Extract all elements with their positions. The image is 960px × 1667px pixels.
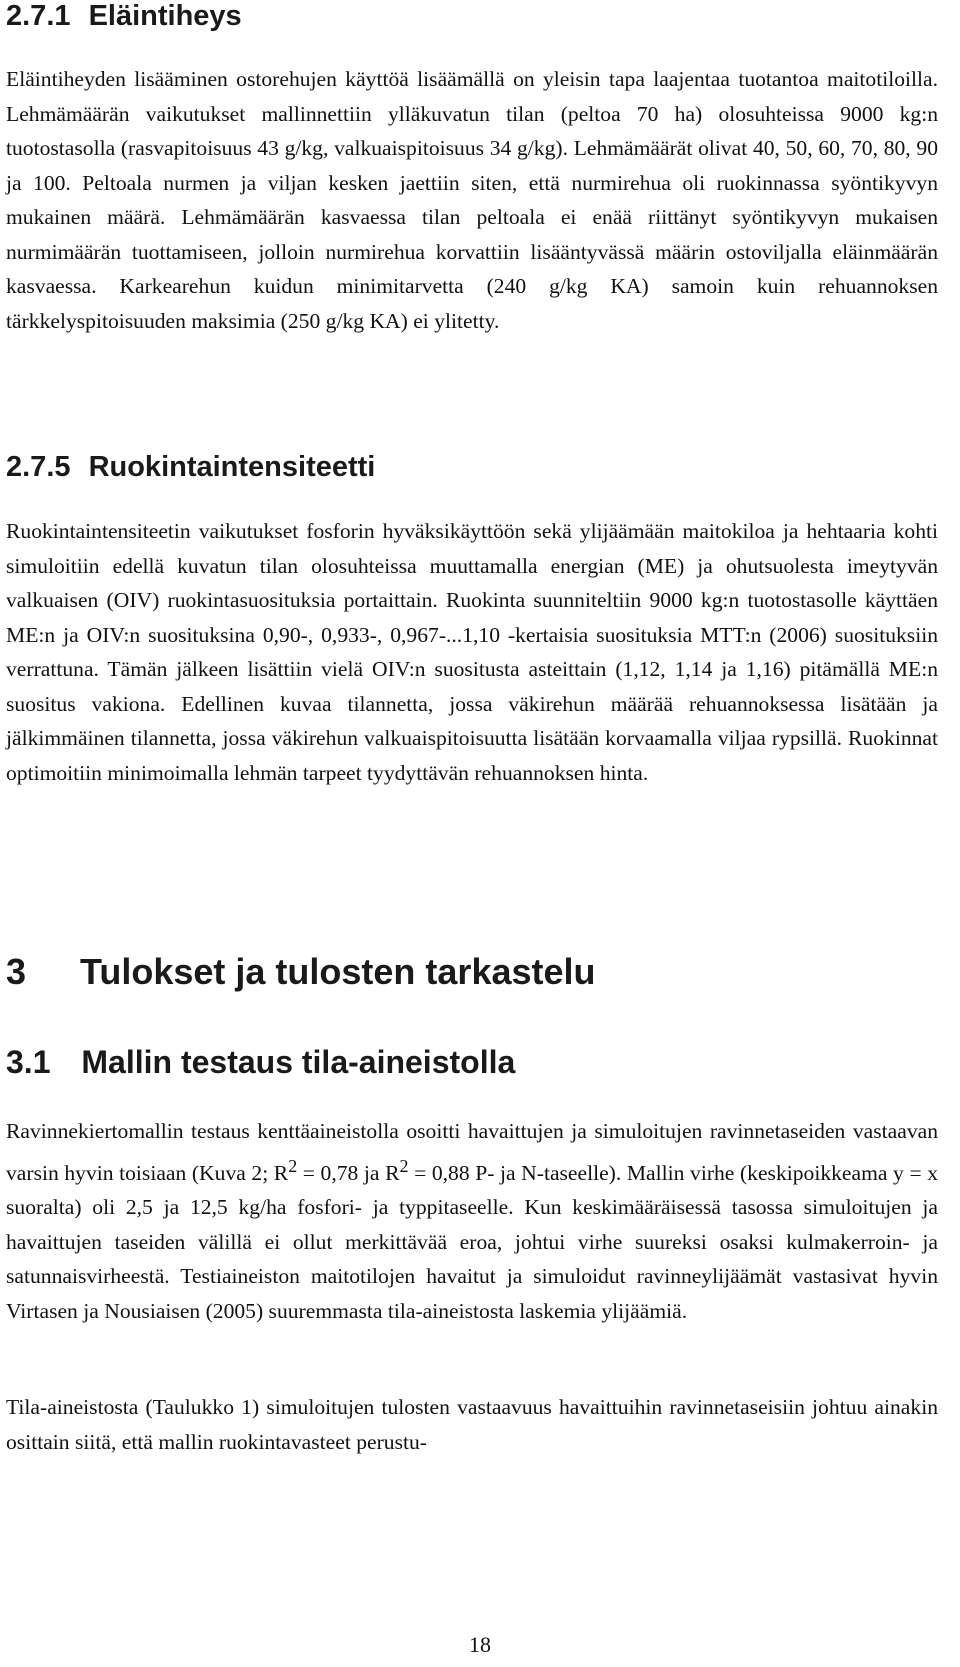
paragraph-tila-aineisto: Tila-aineistosta (Taulukko 1) simuloitujen tulosten vastaavuus havaittuihin ravinnetaseisiin johtuu ainakin osittain siitä, että mallin ruokintavasteet perustu- [6, 1395, 938, 1454]
paragraph-ruokintaintensiteetti: Ruokintaintensiteetin vaikutukset fosforin hyväksikäyttöön sekä ylijäämään maitokiloa ja hehtaaria kohti simuloitiin edellä kuvatun tilan olosuhteissa muuttamalla energian (ME) ja ohutsuolesta imeytyvän valkuaisen (OIV) ruokintasuosituksia portaittain. Ruokinta suunniteltiin 9000 kg:n tuotostasolle käyttäen ME:n ja OIV:n suosituksina 0,90-, 0,933-, 0,967-...1,10 -kertaisia suosituksia MTT:n (2006) suosituksiin verrattuna. Tämän jälkeen lisättiin vielä OIV:n suositusta asteittain (1,12, 1,14 ja 1,16) pitämällä ME:n suositus vakiona. Edellinen kuvaa tilannetta, jossa väkirehun määrää rehuannoksessa lisätään ja jälkimmäinen tilannetta, jossa väkirehun valkuaispitoisuutta lisätään korvaamalla viljaa rypsillä. Ruokinnat optimoitiin minimoimalla lehmän tarpeet tyydyttävän rehuannoksen hinta. [6, 519, 938, 785]
paragraph-elaintiheys: Eläintiheyden lisääminen ostorehujen käyttöä lisäämällä on yleisin tapa laajentaa tuotantoa maitotiloilla. Lehmämäärän vaikutukset mallinnettiin ylläkuvatun tilan (peltoa 70 ha) olosuhteissa 9000 kg:n tuotostasolla (rasvapitoisuus 43 g/kg, valkuaispitoisuus 34 g/kg). Lehmämäärät olivat 40, 50, 60, 70, 80, 90 ja 100. Peltoala nurmen ja viljan kesken jaettiin siten, että nurmirehua oli ruokinnassa syöntikyvyn mukainen määrä. Lehmämäärän kasvaessa tilan peltoala ei enää riittänyt syöntikyvyn mukaisen nurmimäärän tuottamiseen, jolloin nurmirehua korvattiin lisääntyvässä määrin ostoviljalla eläinmäärän kasvaessa. Karkearehun kuidun minimitarvetta (240 g/kg KA) samoin kuin rehuannoksen tärkkelyspitoisuuden maksimia (250 g/kg KA) ei ylitetty. [6, 67, 938, 333]
text-run: Ravinnekiertomallin testaus kenttäaineistolla osoitti havaittujen ja simuloitujen ravinnetaseiden vastaavan varsin hyvin toisiaan (Kuva 2; R [6, 1119, 938, 1185]
superscript: 2 [399, 1155, 409, 1176]
section-title: Ruokintaintensiteetti [88, 451, 376, 483]
page-number: 18 [469, 1632, 491, 1657]
section-number: 2.7.5 [6, 451, 71, 483]
section-title: Eläintiheys [88, 0, 242, 32]
section-number: 3.1 [6, 1044, 51, 1080]
chapter-number: 3 [6, 951, 27, 992]
superscript: 2 [288, 1155, 298, 1176]
section-title: Mallin testaus tila-aineistolla [81, 1044, 516, 1080]
section-heading-2-7-5 [6, 451, 375, 484]
section-heading-3-1 [6, 1044, 515, 1081]
section-number: 2.7.1 [6, 0, 71, 32]
chapter-title: Tulokset ja tulosten tarkastelu [80, 951, 596, 992]
text-run: = 0,88 P- ja N-taseelle). Mallin virhe (keskipoikkeama y = x suoralta) oli 2,5 ja 12,5 kg/ha fosfori- ja typpitaseelle. Kun keskimääräisessä tasossa simuloitujen ja havaittujen taseiden välillä ei ollut merkittävää eroa, johtui virhe suureksi osaksi kulmakerroin- ja satunnaisvirheestä. Testiaineiston maitotilojen havaitut ja simuloidut ravinneylijäämät vastasivat hyvin Virtasen ja Nousiaisen (2005) suuremmasta tila-aineistosta laskemia ylijäämiä. [6, 1160, 938, 1323]
section-heading-2-7-1 [6, 0, 242, 33]
paragraph-mallin-testaus [6, 1114, 938, 1328]
text-run: = 0,78 ja R [297, 1160, 400, 1185]
chapter-heading [6, 951, 596, 993]
